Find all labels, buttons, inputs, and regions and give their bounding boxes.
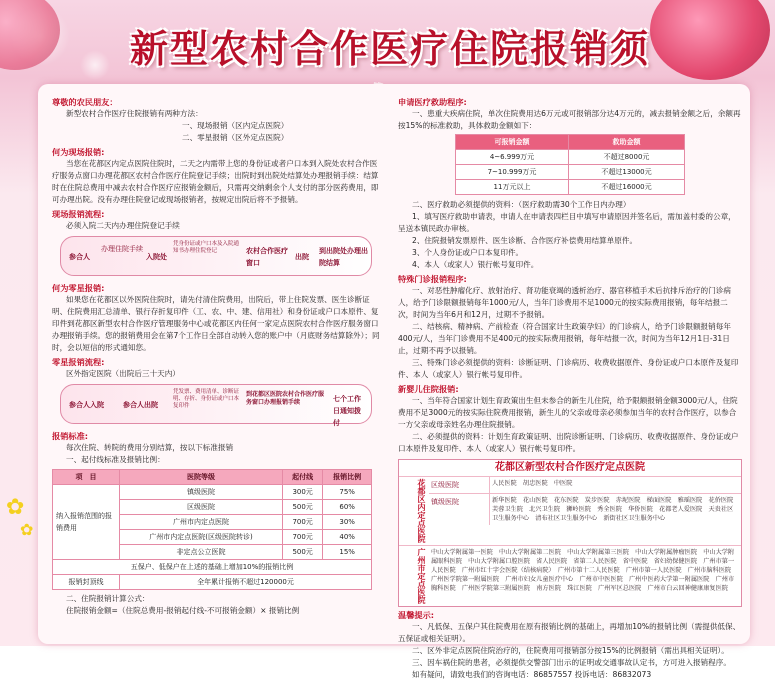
flow-step: 参合人出院 xyxy=(123,401,158,409)
hospital-list-box xyxy=(398,459,742,607)
assist-doc-item: 4、本人（或家人）银行帐号复印件。 xyxy=(412,260,539,269)
left-column xyxy=(52,94,382,617)
cell: 700元 xyxy=(282,515,322,530)
tip-item: 一、凡低保、五保户其住院费用在原有报销比例的基础上，再增加10%的报销比例（需提供低保、五保证或相关证明）。 xyxy=(398,622,741,643)
table-row xyxy=(53,575,372,590)
table-header-row xyxy=(456,135,685,150)
tip-item: 三、因车祸住院的患者，必须提供交警部门出示的证明或交通事故认定书，方可进入报销程序。 xyxy=(412,658,731,667)
bokeh-decoration xyxy=(80,50,110,80)
hospital-list-title: 花都区新型农村合作医疗定点医院 xyxy=(495,462,645,473)
tips-heading: 温馨提示: xyxy=(398,610,435,620)
cell: 镇级医院 xyxy=(120,485,283,500)
standard-text: 每次住院、转院的费用分别结算，按以下标准报销 xyxy=(66,443,234,452)
flow-step: 凭身份证或户口本及入院通知书办理住院登记 xyxy=(173,241,240,254)
assist-doc-item: 2、住院报销发票原件、医生诊断、合作医疗补偿费用结算单原件。 xyxy=(412,236,638,245)
column-header: 起付线 xyxy=(282,470,322,485)
cell: 全年累计报销不超过120000元 xyxy=(120,575,372,590)
content-panel xyxy=(38,84,750,679)
hospital-subrow xyxy=(429,477,741,494)
onsite-flow-note: 必须入院二天内办理住院登记手续 xyxy=(66,221,180,230)
assist-docs-title: 二、医疗救助必须提供的资料：（医疗救助需30个工作日内办理） xyxy=(412,200,631,209)
hospital-row xyxy=(399,545,741,606)
onsite-flowchart xyxy=(60,236,372,276)
cell: 广州市内定点医院(区级医院转诊) xyxy=(120,530,283,545)
tip-item: 如有疑问，请致电我们的咨询电话：86857557 投诉电话：86832073 xyxy=(412,670,652,679)
cell: 30% xyxy=(323,515,372,530)
onsite-flow-heading: 现场报销流程: xyxy=(52,209,105,219)
table-row xyxy=(456,180,685,195)
scattered-heading: 何为零星报销: xyxy=(52,283,105,293)
flow-step: 农村合作医疗窗口 xyxy=(246,247,288,267)
hospital-row xyxy=(399,476,741,545)
flower-decoration: ✿ xyxy=(20,520,34,539)
cell: 700元 xyxy=(282,530,322,545)
flow-step: 参合人入院 xyxy=(69,401,104,409)
column-header: 可报销金额 xyxy=(456,135,569,150)
flower-decoration: ✿ xyxy=(6,495,25,520)
column-header: 报销比例 xyxy=(323,470,372,485)
cell: 300元 xyxy=(282,485,322,500)
cell: 75% xyxy=(323,485,372,500)
method-2: 二、零星报销（区外定点医院） xyxy=(182,133,289,142)
cell: 15% xyxy=(323,545,372,560)
hospital-subcategory: 区级医院 xyxy=(429,477,490,493)
table-row xyxy=(53,485,372,500)
table-row xyxy=(456,165,685,180)
cell: 11万元以上 xyxy=(456,180,569,195)
cell: 五保户、低保户在上述的基础上增加10%的报销比例 xyxy=(53,560,372,575)
flow-step: 七个工作日通知拨付 xyxy=(333,395,361,427)
hospital-list: 人民医院 胡忠医院 中医院 xyxy=(492,480,573,487)
flow-step: 入院处 xyxy=(146,253,167,261)
intro-text: 新型农村合作医疗住院报销有两种方法： xyxy=(66,109,203,118)
special-item: 一、对恶性肿瘤化疗、放射治疗、肾功能衰竭的透析治疗、器官移植手术后抗排斥治疗的门诊病人，给予门诊限额报销每年1000元/人，当年门诊费用不足1000元的按实际费用报销，每年结报二次，时间为当年6月和12月，过期不予报销。 xyxy=(398,286,731,319)
cell: 不超过13000元 xyxy=(569,165,685,180)
special-item: 三、特殊门诊必须提供的资料：诊断证明、门诊病历、收费收据原件、身份证或户口本原件及复印件、本人（或家人）银行帐号复印件。 xyxy=(398,358,739,379)
cell: 60% xyxy=(323,500,372,515)
cell: 7~10.999万元 xyxy=(456,165,569,180)
standard-heading: 报销标准: xyxy=(52,431,89,441)
flow-step: 办理住院手续 xyxy=(101,245,143,253)
scattered-text: 如果您在花都区以外医院住院时，请先付清住院费用，出院后，带上住院发票、医生诊断证明、住院费用汇总清单、银行存折复印件（工、农、中、建、信用社）和身份证或户口本原件、复印件到花都区新型农村合作医疗管理服务中心或花都区内任何一家定点医院农村合作医疗服务窗口办理报销手续。您的报销费用会在第7个工作日全部自动转入您的账户中（月底财务结算除外）；同时，会以短信的形式通知您。 xyxy=(52,295,380,352)
cell: 4~6.999万元 xyxy=(456,150,569,165)
tip-item: 二、区外非定点医院住院治疗的，住院费用可报销部分按15%的比例报销（需出具相关证明）。 xyxy=(412,646,729,655)
assist-doc-item: 3、个人身份证或户口本复印件。 xyxy=(412,248,524,257)
flow-step: 参合人 xyxy=(69,253,90,261)
column-header: 项 目 xyxy=(53,470,120,485)
cell: 广州市内定点医院 xyxy=(120,515,283,530)
newborn-heading: 新婴儿住院报销: xyxy=(398,384,459,394)
column-header: 救助金额 xyxy=(569,135,685,150)
hospital-category: 花都区内定点医院 xyxy=(417,479,426,543)
assist-doc-item: 1、填写医疗救助申请表，申请人在申请表四栏目中填写申请原因并签名后，需加盖村委的公章，呈送本镇民政办审核。 xyxy=(398,212,736,233)
standard-subtitle: 一、起付线标准及报销比例： xyxy=(66,455,165,464)
cell: 报销封顶线 xyxy=(53,575,120,590)
assist-table xyxy=(455,134,685,195)
cell: 500元 xyxy=(282,500,322,515)
hospital-list: 中山大学附属第一医院 中山大学附属第二医院 中山大学附属第三医院 中山大学附属肿瘤医院 中山大学附属眼科医院 中山大学附属口腔医院 省人民医院 省第二人民医院 省中医院 省妇幼保健医院 广州市第一人民医院 广州市红十字会医院（结核病院） 广州市第十二人民医院 广州市第一人民医院 广州市脑科医院 广州医学院第一附属医院 广州市妇女儿童医疗中心 广州市中医医院 广州中医药大学第一附属医院 广州市胸科医院 广州医学院第三附属医院 南方医院 珠江医院 广州军区总医院 广州市白云回神健康康复医院 xyxy=(431,549,738,592)
newborn-item: 二、必须提供的资料：计划生育政策证明、出院诊断证明、门诊病历、收费收据原件、身份证或户口本原件及复印件、本人（或家人）银行帐号复印件。 xyxy=(398,432,739,453)
right-column xyxy=(398,94,742,681)
flow-step: 到出院处办理出院结算 xyxy=(319,247,368,267)
cell: 40% xyxy=(323,530,372,545)
scattered-flowchart xyxy=(60,384,372,427)
flow-step: 凭发票、费用清单、诊断证明、存折、身份证或户口本复印件 xyxy=(173,389,240,409)
method-1: 一、现场报销（区内定点医院） xyxy=(182,121,289,130)
hospital-subcategory: 镇级医院 xyxy=(429,494,490,525)
column-header: 医院等级 xyxy=(120,470,283,485)
group-label: 纳入报销范围的报销费用 xyxy=(53,485,120,560)
scattered-flow-note: 区外指定医院（出院后三十天内） xyxy=(66,369,180,378)
calc-title: 二、住院报销计算公式： xyxy=(66,594,150,603)
assist-text: 一、患重大疾病住院，单次住院费用达6万元或可报销部分达4万元的，减去报销金额之后，余额再按15%的标准救助，具体救助金额如下： xyxy=(398,109,741,130)
greeting: 尊敬的农民朋友： xyxy=(52,97,118,107)
special-heading: 特殊门诊报销程序: xyxy=(398,274,467,284)
newborn-item: 一、当年符合国家计划生育政策出生但未参合的新生儿住院，给予限额报销金额3000元/人，住院费用不足3000元的按实际住院费用报销，新生儿的父亲或母亲必须参加当年的农村合作医疗，以参合一方父亲或母亲姓名办理住院报销。 xyxy=(398,396,738,429)
page-title: 新型农村合作医疗住院报销须 xyxy=(129,26,650,71)
cell: 500元 xyxy=(282,545,322,560)
special-item: 二、结核病、精神病、产前检查（符合国家计生政策孕妇）的门诊病人，给予门诊限额报销每年400元/人，当年门诊费用不足400元的按实际费用报销，每年结报一次，时间为当年12月1日-31日止，过期不再予以报销。 xyxy=(398,322,731,355)
cell: 不超过16000元 xyxy=(569,180,685,195)
cell: 区级医院 xyxy=(120,500,283,515)
rose-decoration xyxy=(650,0,770,80)
table-row xyxy=(456,150,685,165)
onsite-heading: 何为现场报销: xyxy=(52,147,105,157)
table-row xyxy=(53,560,372,575)
table-header-row xyxy=(53,470,372,485)
cell: 不超过8000元 xyxy=(569,150,685,165)
hospital-list: 新华医院 花山医院 花东医院 炭步医院 赤坭医院 梯面医院 雅瑶医院 花侨医院 芙蓉卫生院 北兴卫生院 狮岭医院 秀全医院 华侨医院 花都老人爱医院 天贵社区卫生服务中心 清布社区卫生服务中心 新街社区卫生服务中心 xyxy=(492,497,740,522)
calc-formula: 住院报销金额=（住院总费用-报销起付线-不可报销金额）× 报销比例 xyxy=(66,606,300,615)
hospital-group xyxy=(429,477,741,545)
cell: 非定点公立医院 xyxy=(120,545,283,560)
onsite-text: 当您在花都区内定点医院住院时，二天之内需带上您的身份证或者户口本到入院处农村合作医疗服务点窗口办理花都区农村合作医疗住院登记手续；出院时到出院处结算处办理报销手续：结算时在住院总费用中减去农村合作医疗应报销金额后，只需再交纳剩余个人支付的部分医药费用，即可办理出院。没有办理住院登记或现场报销者，按规定出院后将不予报销。 xyxy=(52,159,379,204)
scattered-flow-heading: 零星报销流程: xyxy=(52,357,105,367)
assist-heading: 申请医疗救助程序: xyxy=(398,97,467,107)
hospital-category: 广州市定点医院 xyxy=(417,548,426,604)
flow-step: 出院 xyxy=(295,253,309,261)
hospital-subrow xyxy=(429,494,741,525)
standard-table xyxy=(52,469,372,590)
flow-step: 到花都区医院农村合作医疗服务窗口办理报销手续 xyxy=(246,391,325,406)
